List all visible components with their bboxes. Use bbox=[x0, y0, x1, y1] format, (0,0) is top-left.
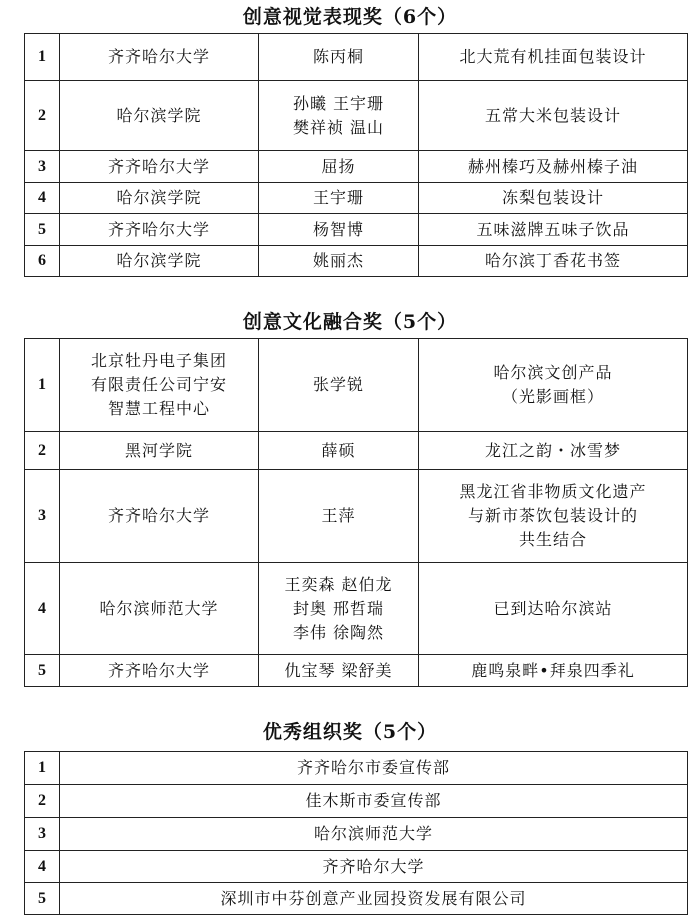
names-cell: 王宇珊 bbox=[259, 183, 419, 214]
row-number: 6 bbox=[25, 246, 60, 277]
row-number: 5 bbox=[25, 655, 60, 687]
row-number: 4 bbox=[25, 183, 60, 214]
work-cell: 五味滋牌五味子饮品 bbox=[419, 214, 688, 246]
row-number: 1 bbox=[25, 339, 60, 432]
row-number: 1 bbox=[25, 752, 60, 785]
table-row bbox=[25, 752, 688, 785]
organization-cell: 黑河学院 bbox=[60, 432, 259, 470]
section-title-organization: 优秀组织奖（5个） bbox=[262, 721, 438, 743]
organization-cell: 哈尔滨师范大学 bbox=[60, 563, 259, 655]
section-title-visual: 创意视觉表现奖（6个） bbox=[242, 6, 458, 28]
organization-cell: 北京牡丹电子集团 有限责任公司宁安 智慧工程中心 bbox=[60, 339, 259, 432]
table-row bbox=[25, 470, 688, 563]
row-number: 4 bbox=[25, 563, 60, 655]
work-cell: 哈尔滨文创产品 （光影画框） bbox=[419, 339, 688, 432]
table-row bbox=[25, 246, 688, 277]
organization-cell: 哈尔滨学院 bbox=[60, 246, 259, 277]
names-cell: 屈扬 bbox=[259, 151, 419, 183]
names-cell: 姚丽杰 bbox=[259, 246, 419, 277]
work-cell: 北大荒有机挂面包装设计 bbox=[419, 34, 688, 81]
names-cell: 仇宝琴 梁舒美 bbox=[259, 655, 419, 687]
table-row bbox=[25, 81, 688, 151]
row-number: 1 bbox=[25, 34, 60, 81]
row-number: 2 bbox=[25, 81, 60, 151]
work-cell: 黑龙江省非物质文化遗产 与新市茶饮包装设计的 共生结合 bbox=[419, 470, 688, 563]
table-row bbox=[25, 655, 688, 687]
table-row bbox=[25, 851, 688, 883]
row-number: 4 bbox=[25, 851, 60, 883]
names-cell: 张学锐 bbox=[259, 339, 419, 432]
row-number: 2 bbox=[25, 432, 60, 470]
table-row bbox=[25, 214, 688, 246]
table-row bbox=[25, 151, 688, 183]
work-cell: 哈尔滨丁香花书签 bbox=[419, 246, 688, 277]
organization-cell: 齐齐哈尔大学 bbox=[60, 214, 259, 246]
organization-cell: 齐齐哈尔市委宣传部 bbox=[60, 752, 688, 785]
organization-cell: 齐齐哈尔大学 bbox=[60, 655, 259, 687]
row-number: 3 bbox=[25, 470, 60, 563]
work-cell: 五常大米包装设计 bbox=[419, 81, 688, 151]
organization-cell: 哈尔滨学院 bbox=[60, 81, 259, 151]
table-row bbox=[25, 818, 688, 851]
organization-cell: 齐齐哈尔大学 bbox=[60, 470, 259, 563]
table-row bbox=[25, 339, 688, 432]
table-row bbox=[25, 34, 688, 81]
table-row bbox=[25, 785, 688, 818]
row-number: 3 bbox=[25, 151, 60, 183]
work-cell: 冻梨包装设计 bbox=[419, 183, 688, 214]
award-table-culture bbox=[24, 338, 688, 687]
names-cell: 陈丙桐 bbox=[259, 34, 419, 81]
names-cell: 薛硕 bbox=[259, 432, 419, 470]
award-table-visual bbox=[24, 33, 688, 277]
organization-cell: 哈尔滨师范大学 bbox=[60, 818, 688, 851]
organization-cell: 齐齐哈尔大学 bbox=[60, 151, 259, 183]
section-title-culture: 创意文化融合奖（5个） bbox=[242, 311, 458, 333]
table-row bbox=[25, 883, 688, 915]
organization-cell: 齐齐哈尔大学 bbox=[60, 851, 688, 883]
organization-cell: 佳木斯市委宣传部 bbox=[60, 785, 688, 818]
names-cell: 王萍 bbox=[259, 470, 419, 563]
row-number: 5 bbox=[25, 214, 60, 246]
work-cell: 赫州榛巧及赫州榛子油 bbox=[419, 151, 688, 183]
work-cell: 鹿鸣泉畔•拜泉四季礼 bbox=[419, 655, 688, 687]
row-number: 5 bbox=[25, 883, 60, 915]
names-cell: 杨智博 bbox=[259, 214, 419, 246]
organization-cell: 哈尔滨学院 bbox=[60, 183, 259, 214]
table-row bbox=[25, 183, 688, 214]
organization-cell: 齐齐哈尔大学 bbox=[60, 34, 259, 81]
table-row bbox=[25, 563, 688, 655]
award-table-organization bbox=[24, 751, 688, 915]
organization-cell: 深圳市中芬创意产业园投资发展有限公司 bbox=[60, 883, 688, 915]
work-cell: 已到达哈尔滨站 bbox=[419, 563, 688, 655]
row-number: 3 bbox=[25, 818, 60, 851]
names-cell: 孙曦 王宇珊 樊祥祯 温山 bbox=[259, 81, 419, 151]
table-row bbox=[25, 432, 688, 470]
row-number: 2 bbox=[25, 785, 60, 818]
names-cell: 王奕森 赵伯龙 封奥 邢哲瑞 李伟 徐陶然 bbox=[259, 563, 419, 655]
work-cell: 龙江之韵・冰雪梦 bbox=[419, 432, 688, 470]
